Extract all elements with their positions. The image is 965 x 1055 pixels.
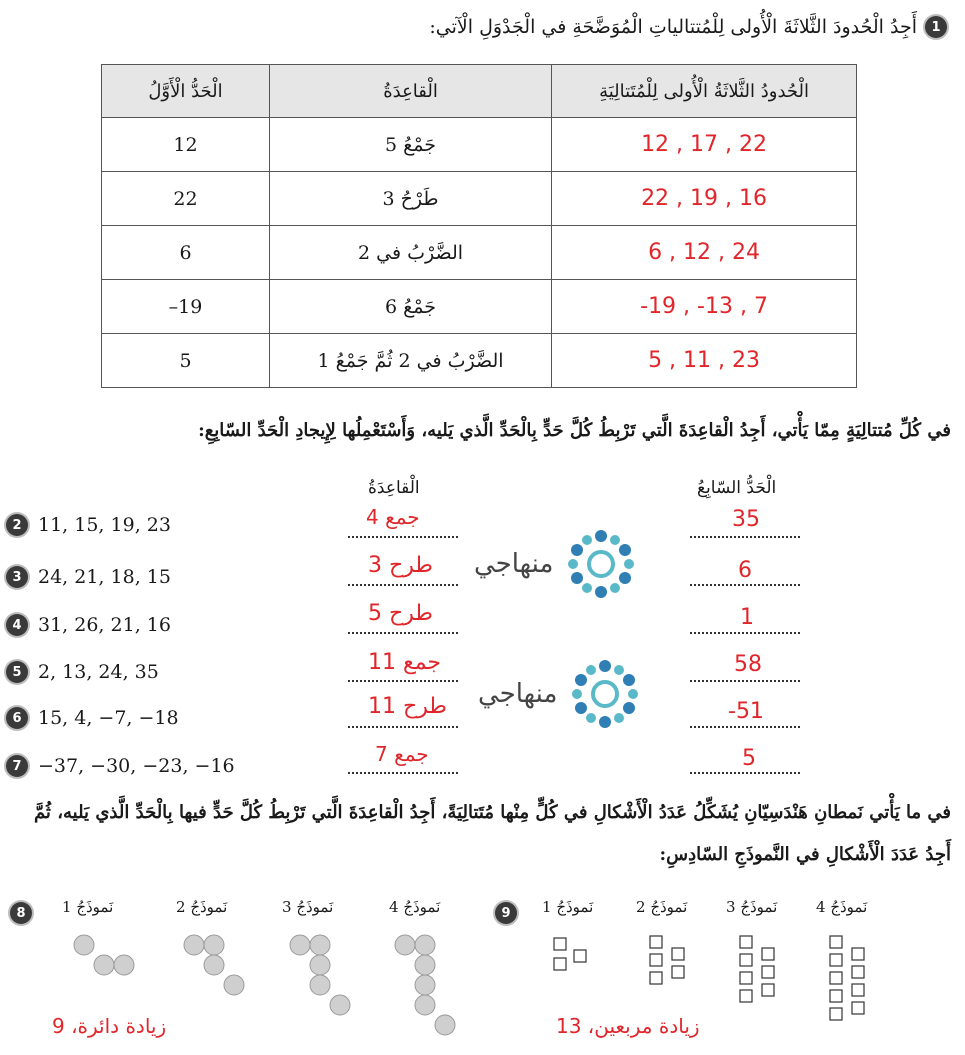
item-row [6, 661, 159, 683]
pattern9-label-1: نَموذَجُ 1 [542, 898, 594, 916]
item-number-badge: 6 [6, 707, 28, 729]
q2-prompt: في كُلِّ مُتتالِيَةٍ مِمّا يَأْتي، أَجِدُ الْقاعِدَةَ الَّتي تَرْبِطُ كُلَّ حَدٍّ بِالْحَدِّ الَّذي يَليه، وَأَسْتَعْمِلُها لِإِيجادِ الْحَدِّ السّابِعِ: [198, 420, 951, 441]
table-row [102, 280, 857, 334]
table-row [102, 334, 857, 388]
logo-text: منهاجي [474, 549, 554, 579]
sequence-text: 31, 26, 21, 16 [38, 614, 171, 636]
col-label-rule: الْقاعِدَةُ [368, 478, 420, 498]
table-row [102, 172, 857, 226]
watermark-logo [478, 654, 645, 734]
logo-emblem-icon [561, 524, 641, 604]
item-row [6, 566, 171, 588]
sequence-table [101, 64, 857, 388]
rule-answer: طرح 3 [368, 553, 433, 578]
header-first-term: الْحَدُّ الْأَوَّلُ [102, 65, 270, 118]
rule-blank [348, 772, 458, 774]
rule-blank [348, 536, 458, 538]
logo-text: منهاجي [478, 679, 558, 709]
col-label-seventh: الْحَدُّ السّابِعُ [697, 478, 777, 498]
seventh-answer: 1 [740, 605, 754, 630]
square-model-4 [830, 936, 864, 1020]
cell-rule: الضَّرْبُ في 2 [270, 226, 552, 280]
circle-model-1 [74, 935, 134, 975]
cell-rule: طَرْحُ 3 [270, 172, 552, 226]
q3-prompt-line1: في ما يَأْتي نَمطانِ هَنْدَسِيّانِ يُشَكِّلُ عَدَدُ الْأَشْكالِ في كُلٍّ مِنْها مُتَتالِيَةً، أَجِدُ الْقاعِدَةَ الَّتي تَرْبِطُ كُلَّ حَدٍّ فيها بِالْحَدِّ الَّذي يَليه، ثُمَّ [33, 802, 951, 823]
pattern8-label-3: نَموذَجُ 3 [282, 898, 334, 916]
item-number-badge: 3 [6, 566, 28, 588]
sequence-text: 2, 13, 24, 35 [38, 661, 159, 683]
table-row [102, 226, 857, 280]
sequence-text: 24, 21, 18, 15 [38, 566, 171, 588]
circle-model-3 [290, 935, 350, 1015]
square-model-2 [650, 936, 684, 984]
sequence-text: 11, 15, 19, 23 [38, 514, 171, 536]
pattern8-number-badge: 8 [10, 902, 32, 924]
sequence-text: 15, 4, −7, −18 [38, 707, 179, 729]
cell-terms-answer: -19 , -13 , 7 [552, 280, 857, 334]
rule-answer: جمع 7 [375, 742, 429, 766]
seventh-blank [690, 536, 800, 538]
pattern9-label-4: نَموذَجُ 4 [816, 898, 868, 916]
item-number-badge: 7 [6, 755, 28, 777]
square-model-1 [554, 938, 586, 970]
cell-rule: جَمْعُ 5 [270, 118, 552, 172]
pattern8-answer: زيادة دائرة، 9 [52, 1014, 167, 1038]
q3-prompt-line2: أَجِدُ عَدَدَ الْأَشْكالِ في النَّموذَجِ السّادِسِ: [659, 844, 951, 865]
cell-first: 5 [102, 334, 270, 388]
pattern9-answer: زيادة مربعين، 13 [556, 1014, 700, 1038]
item-number-badge: 2 [6, 514, 28, 536]
header-rule: الْقاعِدَةُ [270, 65, 552, 118]
q1-prompt: أَجِدُ الْحُدودَ الثَّلاثَةَ الْأُولى لِلْمُتتالياتِ الْمُوَضَّحَةِ في الْجَدْوَلِ الْآتي: [429, 16, 917, 38]
seventh-answer: 5 [742, 746, 756, 771]
table-row [102, 118, 857, 172]
cell-terms-answer: 12 , 17 , 22 [552, 118, 857, 172]
pattern8-label-2: نَموذَجُ 2 [176, 898, 228, 916]
item-row [6, 755, 235, 777]
item-row [6, 614, 171, 636]
header-terms: الْحُدودُ الثَّلاثَةُ الْأُولى لِلْمُتَتالِيَةِ [552, 65, 857, 118]
item-row [6, 707, 179, 729]
pattern8-label-1: نَموذَجُ 1 [62, 898, 114, 916]
q1-number-badge: 1 [925, 16, 947, 38]
cell-first: 6 [102, 226, 270, 280]
rule-answer: طرح 11 [368, 694, 447, 719]
square-model-3 [740, 936, 774, 1002]
pattern9-label-3: نَموذَجُ 3 [726, 898, 778, 916]
item-row [6, 514, 171, 536]
rule-answer: جمع 11 [368, 650, 442, 675]
circle-model-4 [395, 935, 455, 1035]
q1-header [429, 16, 947, 38]
seventh-blank [690, 632, 800, 634]
rule-blank [348, 632, 458, 634]
item-number-badge: 5 [6, 661, 28, 683]
seventh-answer: 35 [732, 507, 760, 532]
seventh-answer: 6 [738, 558, 752, 583]
seventh-blank [690, 584, 800, 586]
cell-terms-answer: 5 , 11 , 23 [552, 334, 857, 388]
cell-terms-answer: 22 , 19 , 16 [552, 172, 857, 226]
circle-model-2 [184, 935, 244, 995]
rule-answer: طرح 5 [368, 601, 433, 626]
seventh-answer: -51 [728, 699, 764, 724]
seventh-blank [690, 726, 800, 728]
pattern9-label-2: نَموذَجُ 2 [636, 898, 688, 916]
seventh-blank [690, 680, 800, 682]
logo-emblem-icon [565, 654, 645, 734]
item-number-badge: 4 [6, 614, 28, 636]
cell-first: 12 [102, 118, 270, 172]
seventh-blank [690, 772, 800, 774]
rule-blank [348, 726, 458, 728]
rule-blank [348, 584, 458, 586]
watermark-logo [474, 524, 641, 604]
pattern8-label-4: نَموذَجُ 4 [389, 898, 441, 916]
cell-terms-answer: 6 , 12 , 24 [552, 226, 857, 280]
cell-rule: جَمْعُ 6 [270, 280, 552, 334]
sequence-text: −37, −30, −23, −16 [38, 755, 235, 777]
table-header-row [102, 65, 857, 118]
cell-first: 22 [102, 172, 270, 226]
pattern9-number-badge: 9 [495, 902, 517, 924]
seventh-answer: 58 [734, 652, 762, 677]
cell-rule: الضَّرْبُ في 2 ثُمَّ جَمْعُ 1 [270, 334, 552, 388]
rule-blank [348, 680, 458, 682]
cell-first: –19 [102, 280, 270, 334]
rule-answer: جمع 4 [366, 505, 420, 529]
